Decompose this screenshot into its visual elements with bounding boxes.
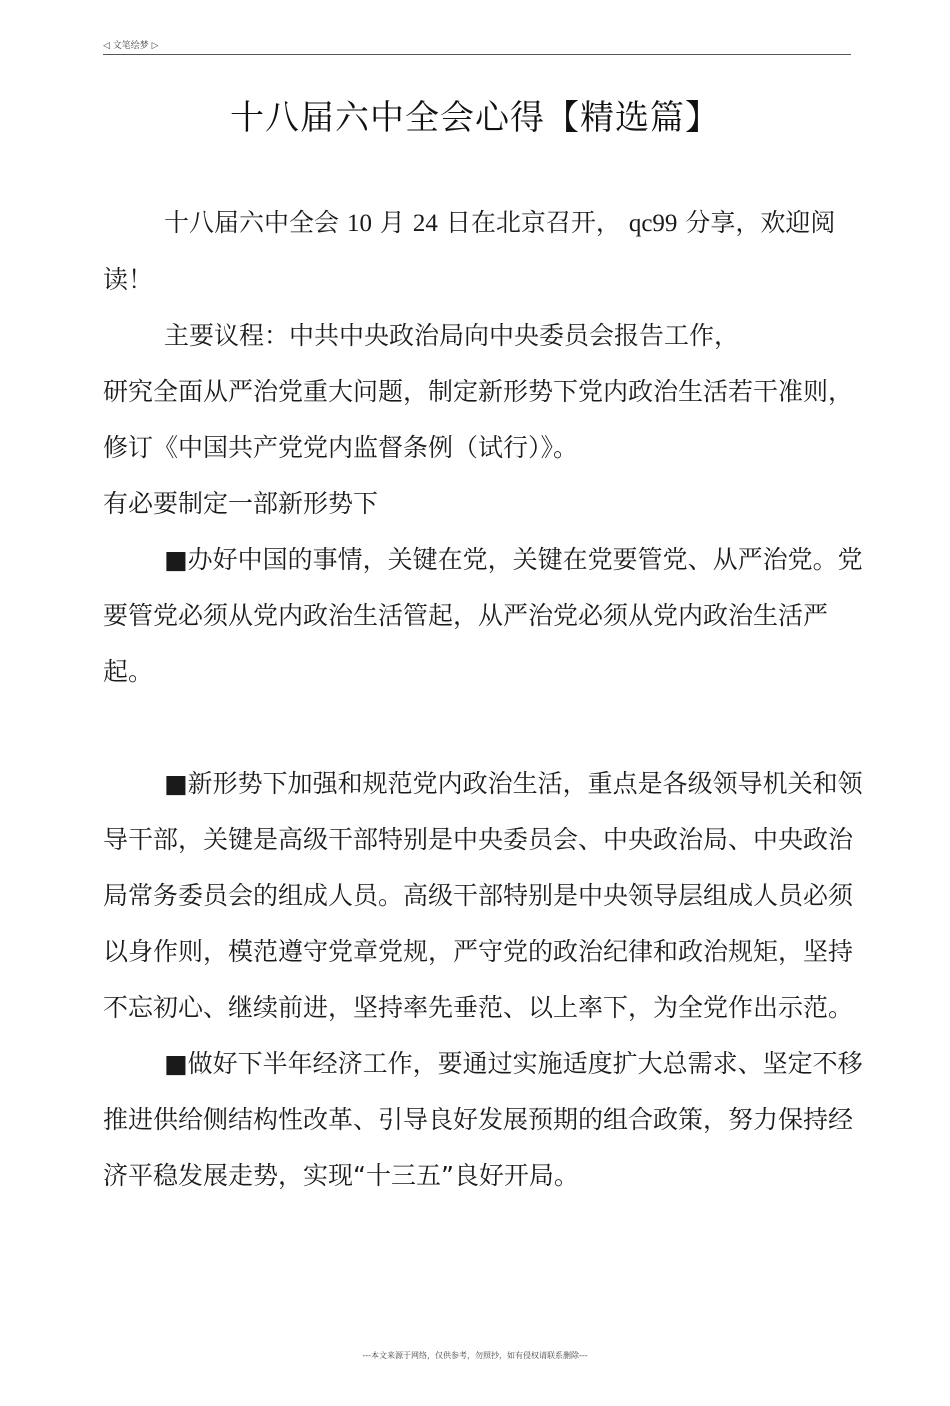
- paragraph-bullet-1: ■办好中国的事情，关键在党，关键在党要管党、从严治党。党要管党必须从党内政治生活管起，从严治党必须从党内政治生活严起。: [103, 545, 863, 686]
- intro-text-3: 日在北京召开，: [445, 208, 621, 237]
- paragraph-bullet-2: ■新形势下加强和规范党内政治生活，重点是各级领导机关和领导干部，关键是高级干部特别是中央委员会、中央政治局、中央政治局常务委员会的组成人员。高级干部特别是中央领导层组成人员必须以身作则，模范遵守党章党规，严守党的政治纪律和政治规矩，坚持不忘初心、继续前进，坚持率先垂范、以上率下，为全党作出示范。: [103, 769, 863, 1022]
- paragraph-bullet-3: ■做好下半年经济工作，要通过实施适度扩大总需求、坚定不移推进供给侧结构性改革、引导良好发展预期的组合政策，努力保持经济平稳发展走势，实现“十三五”良好开局。: [103, 1049, 863, 1190]
- intro-day-number: 24: [412, 210, 438, 237]
- document-body: [103, 195, 873, 1204]
- paragraph-agenda-detail: 研究全面从严治党重大问题，制定新形势下党内政治生活若干准则，修订《中国共产党党内监督条例（试行）》。: [103, 377, 854, 462]
- paragraph-intro: [103, 195, 873, 308]
- intro-text-2: 月: [379, 208, 405, 237]
- paragraph-agenda: 主要议程：中共中央政治局向中央委员会报告工作，: [164, 321, 740, 350]
- page-footer: ---本文来源于网络，仅供参考，勿照抄，如有侵权请联系删除---: [362, 1351, 588, 1360]
- intro-site-name: qc99: [628, 210, 678, 237]
- intro-text-4: 分享，欢迎阅读！: [103, 208, 836, 294]
- paragraph-necessity: 有必要制定一部新形势下: [103, 489, 379, 518]
- paragraph-spacer: [103, 700, 873, 756]
- header-label: ◁ 文笔绘梦 ▷: [103, 41, 159, 51]
- page-header: [103, 40, 851, 55]
- document-title: 十八届六中全会心得【精选篇】: [230, 98, 720, 138]
- intro-month-number: 10: [346, 210, 372, 237]
- intro-text-1: 十八届六中全会: [164, 208, 340, 237]
